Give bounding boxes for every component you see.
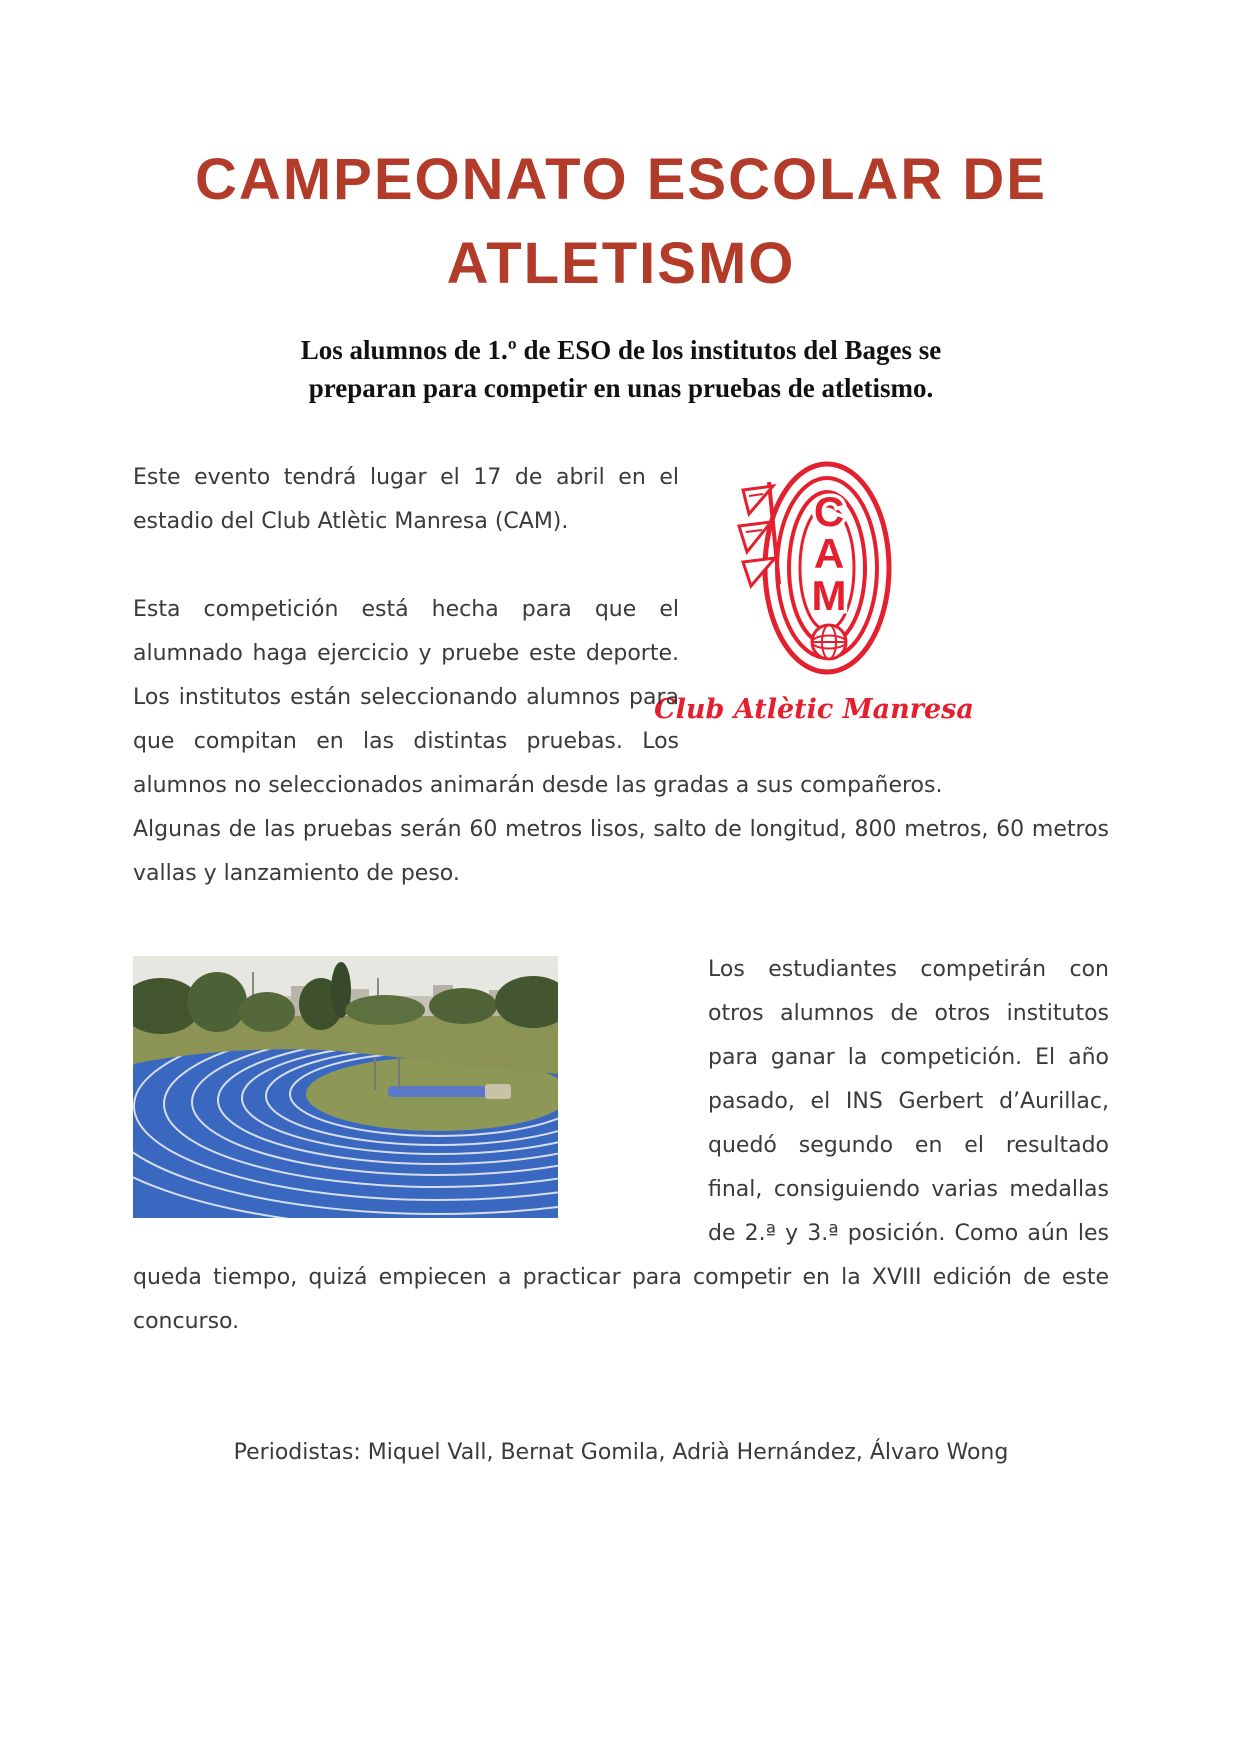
cam-logo-block [654, 456, 1109, 725]
paragraph-results: Los estudiantes competirán con otros alumnos de otros institutos para ganar la competición. El año pasado, el INS Gerbert d’Aurillac, quedó segundo en el resultado final, consiguiendo varias medallas de 2.ª y 3.ª posición. Como aún les queda tiempo, quizá empiecen a practicar para competir en la XVIII edición de este concurso. [133, 956, 1109, 1334]
page-title: CAMPEONATO ESCOLAR DE ATLETISMO [195, 147, 1047, 297]
paragraph-events-list: Algunas de las pruebas serán 60 metros lisos, salto de longitud, 800 metros, 60 metros vallas y lanzamiento de peso. [133, 816, 1109, 886]
paragraph-event-date: Este evento tendrá lugar el 17 de abril en el estadio del Club Atlètic Manresa (CAM). [133, 464, 679, 534]
athletics-track-photo [133, 956, 558, 1218]
logo-letter-a: A [813, 529, 845, 577]
intro-section [133, 456, 1109, 808]
cam-logo-caption: Club Atlètic Manresa [654, 693, 974, 725]
subtitle: Los alumnos de 1.º de ESO de los institutos del Bages se preparan para competir en unas pruebas de atletismo. [300, 335, 942, 403]
results-section [133, 948, 1109, 1344]
logo-flags-icon [739, 482, 779, 586]
cam-club-logo-icon [735, 456, 893, 684]
logo-letter-c: C [813, 487, 845, 535]
paragraph-competition: Esta competición está hecha para que el alumnado haga ejercicio y pruebe este deporte. Los institutos están seleccionando alumnos para que compitan en las distintas pruebas. Los alumnos no seleccionados animarán desde las gradas a sus compañeros. [133, 596, 943, 798]
journalists-credit: Periodistas: Miquel Vall, Bernat Gomila, Adrià Hernández, Álvaro Wong [233, 1439, 1009, 1465]
logo-letter-m: M [811, 571, 847, 619]
logo-globe-icon [812, 625, 846, 659]
